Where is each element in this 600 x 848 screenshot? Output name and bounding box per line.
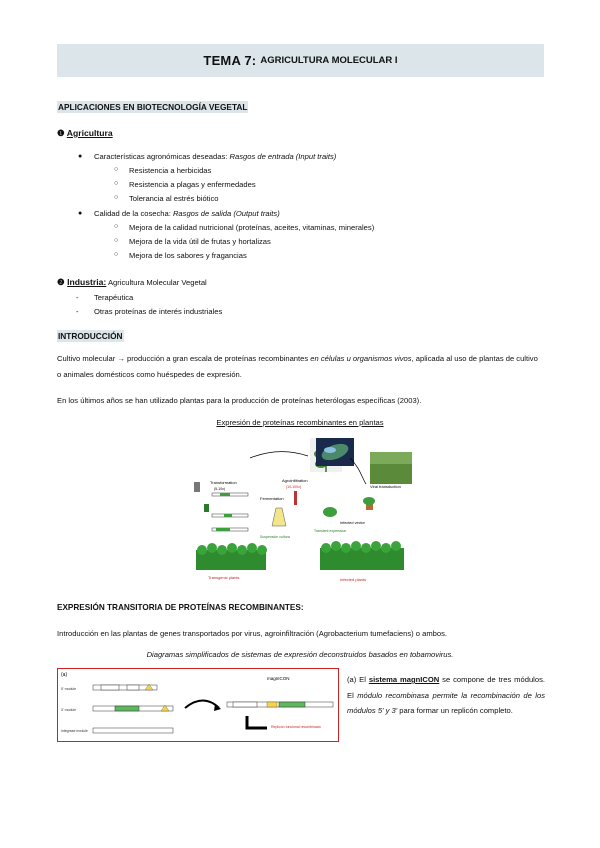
label-agroinfiltration: Agroinfiltration [282, 478, 308, 483]
list-subitem: Resistencia a herbicidas [129, 166, 212, 175]
page-title-bar [57, 44, 544, 77]
module-label: 5' module [61, 687, 77, 691]
label-fermentation: Fermentation [260, 496, 284, 501]
label-infected-vector: Infected vector [340, 521, 365, 525]
list-subitem: Mejora de la calidad nutricional (proteínas, aceites, vitaminas, minerales) [129, 223, 375, 232]
arrow-icon [250, 452, 308, 458]
section-transitoria: EXPRESIÓN TRANSITORIA DE PROTEÍNAS RECOMBINANTES: [57, 603, 304, 612]
circle-bullet-icon: ○ [114, 251, 119, 258]
panel-label: (a) [61, 672, 68, 678]
figure-2-diagram [57, 668, 339, 742]
label-viral: Viral transduction [370, 484, 401, 489]
label-tag2: (10-100x) [286, 485, 301, 489]
figure-2-title: magnICON [267, 676, 290, 681]
circle-bullet-icon: ○ [114, 166, 119, 173]
page-subtitle: AGRICULTURA MOLECULAR I [260, 55, 398, 66]
number-one-icon: ❶ [57, 128, 65, 138]
label-infected: Infected plants [340, 577, 367, 582]
section-introduccion: INTRODUCCIÓN [58, 331, 123, 341]
label-suspension: Suspensión cultura [260, 535, 290, 539]
intro-paragraph-1: Cultivo molecular → producción a gran escala de proteínas recombinantes en células u organismos vivos, aplicada al uso de plantas de cultivo o animales domésticos como huéspedes de expresión. [57, 354, 538, 379]
circle-bullet-icon: ○ [114, 180, 119, 187]
bullet-icon: ● [78, 153, 83, 160]
label-transient: Transient expression [314, 529, 347, 533]
list-item: Otras proteínas de interés industriales [94, 307, 223, 316]
intro-paragraph-2: En los últimos años se han utilizado plantas para la producción de proteínas heterólogas específicas (2003). [57, 396, 422, 405]
dash-icon: - [76, 293, 79, 302]
transgenic-plants-group [196, 543, 267, 570]
list-item: Terapéutica [94, 293, 134, 302]
dash-icon: - [76, 307, 79, 316]
list-item: Calidad de la cosecha: Rasgos de salida (Output traits) [94, 209, 280, 218]
label-transgenic: Transgenic plants [208, 575, 240, 580]
module-label: integrase module [61, 729, 88, 733]
magnicon-description: (a) El sistema magnICON se compone de tres módulos. El módulo recombinasa permite la recombinación de los módulos 5' y 3' para formar un replicón completo. [347, 675, 545, 715]
transitoria-intro: Introducción en las plantas de genes transportados por virus, agroinfiltración (Agrobacterium tumefaciens) o ambos. [57, 629, 448, 638]
section-aplicaciones: APLICACIONES EN BIOTECNOLOGÍA VEGETAL [58, 102, 248, 112]
figure-2-note: Replicón funcional recombinado [271, 725, 321, 729]
gene-gun-icon [194, 482, 200, 492]
number-two-icon: ❷ [57, 277, 65, 287]
list-item: Características agronómicas deseadas: Rasgos de entrada (Input traits) [94, 152, 337, 161]
bullet-icon: ● [78, 210, 83, 217]
heading-industria: ❷ Industria: Agricultura Molecular Vegetal [57, 277, 207, 287]
flask-icon [272, 508, 286, 526]
small-plant-icon [323, 507, 337, 517]
list-subitem: Tolerancia al estrés biótico [129, 194, 219, 203]
list-subitem: Mejora de los sabores y fragancias [129, 251, 247, 260]
figure-2-caption: Diagramas simplificados de sistemas de expresión deconstruidos basados en tobamovirus. [146, 650, 454, 659]
circle-bullet-icon: ○ [114, 237, 119, 244]
label-tag1: (5-10x) [214, 487, 226, 491]
infected-plants-group [320, 541, 404, 570]
figure-1-title: Expresión de proteínas recombinantes en plantas [216, 418, 384, 427]
list-subitem: Mejora de la vida útil de frutas y hortalizas [129, 237, 271, 246]
module-label: 3' module [61, 708, 77, 712]
page-title: TEMA 7: [203, 53, 257, 68]
label-transformation: Transformation [210, 480, 237, 485]
list-subitem: Resistencia a plagas y enfermedades [129, 180, 256, 189]
heading-agricultura: ❶ Agricultura [57, 128, 113, 138]
circle-bullet-icon: ○ [114, 194, 119, 201]
syringe-icon [294, 491, 297, 505]
circle-bullet-icon: ○ [114, 223, 119, 230]
figure-1-diagram [190, 438, 420, 586]
